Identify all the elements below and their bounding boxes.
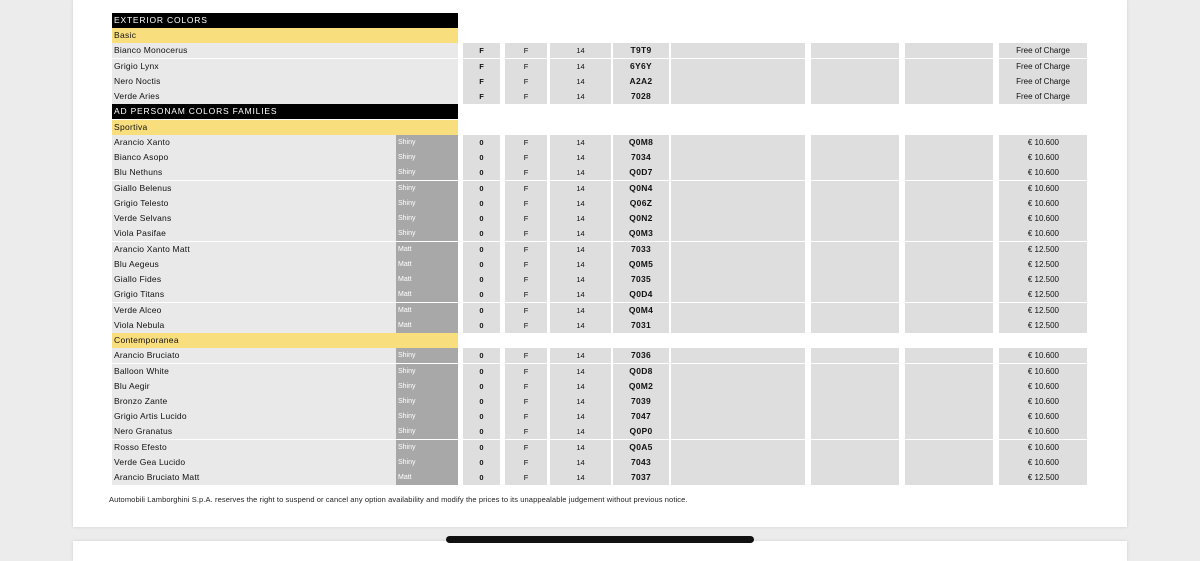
color-name: Bronzo Zante — [112, 394, 396, 409]
color-name: Viola Nebula — [112, 318, 396, 333]
empty-cell — [905, 211, 993, 226]
empty-cell — [671, 43, 805, 58]
empty-cell — [905, 318, 993, 333]
finish-badge: Shiny — [396, 440, 458, 455]
availability-cell: 0 — [463, 318, 500, 333]
color-name: Grigio Titans — [112, 287, 396, 302]
empty-cell — [671, 424, 805, 439]
color-code: 7031 — [613, 318, 669, 333]
empty-cell — [905, 89, 993, 104]
model-year-cell: 14 — [550, 226, 611, 241]
finish-badge: Shiny — [396, 348, 458, 363]
color-code: 7047 — [613, 409, 669, 424]
availability-cell: F — [505, 196, 547, 211]
color-name: Blu Aegir — [112, 379, 396, 394]
price-cell: € 10.600 — [999, 409, 1087, 424]
color-name: Giallo Belenus — [112, 181, 396, 196]
color-code: A2A2 — [613, 74, 669, 89]
color-code: 7035 — [613, 272, 669, 287]
empty-cell — [905, 196, 993, 211]
empty-cell — [905, 181, 993, 196]
empty-cell — [671, 440, 805, 455]
empty-cell — [671, 150, 805, 165]
price-cell: € 10.600 — [999, 364, 1087, 379]
color-code: Q0M5 — [613, 257, 669, 272]
price-cell: € 10.600 — [999, 394, 1087, 409]
empty-cell — [811, 394, 899, 409]
availability-cell: F — [505, 181, 547, 196]
empty-cell — [671, 409, 805, 424]
empty-cell — [905, 394, 993, 409]
price-cell: € 10.600 — [999, 196, 1087, 211]
model-year-cell: 14 — [550, 135, 611, 150]
empty-cell — [811, 242, 899, 257]
empty-cell — [905, 409, 993, 424]
empty-cell — [811, 196, 899, 211]
availability-cell: 0 — [463, 379, 500, 394]
empty-cell — [671, 379, 805, 394]
model-year-cell: 14 — [550, 348, 611, 363]
empty-cell — [905, 287, 993, 302]
empty-cell — [905, 74, 993, 89]
availability-cell: 0 — [463, 455, 500, 470]
color-code: 7039 — [613, 394, 669, 409]
availability-cell: F — [505, 135, 547, 150]
empty-cell — [671, 348, 805, 363]
empty-cell — [671, 455, 805, 470]
group-label: Basic — [112, 28, 458, 43]
price-cell: € 10.600 — [999, 135, 1087, 150]
empty-cell — [811, 165, 899, 180]
empty-cell — [905, 165, 993, 180]
color-name: Arancio Bruciato Matt — [112, 470, 396, 485]
color-code: 7043 — [613, 455, 669, 470]
model-year-cell: 14 — [550, 74, 611, 89]
empty-cell — [811, 318, 899, 333]
empty-cell — [671, 394, 805, 409]
empty-cell — [905, 379, 993, 394]
empty-cell — [671, 364, 805, 379]
price-cell: Free of Charge — [999, 74, 1087, 89]
empty-cell — [811, 303, 899, 318]
availability-cell: 0 — [463, 272, 500, 287]
model-year-cell: 14 — [550, 470, 611, 485]
empty-cell — [811, 440, 899, 455]
price-cell: Free of Charge — [999, 43, 1087, 58]
availability-cell: F — [505, 287, 547, 302]
availability-cell: 0 — [463, 470, 500, 485]
availability-cell: F — [505, 59, 547, 74]
availability-cell: 0 — [463, 242, 500, 257]
empty-cell — [671, 242, 805, 257]
empty-cell — [811, 211, 899, 226]
color-name: Nero Noctis — [112, 74, 458, 89]
color-code: Q0D7 — [613, 165, 669, 180]
footnote: Automobili Lamborghini S.p.A. reserves the right to suspend or cancel any option availability and modify the prices to its unappealable judgement without previous notice. — [109, 495, 688, 504]
color-code: Q0M4 — [613, 303, 669, 318]
price-cell: € 10.600 — [999, 211, 1087, 226]
price-cell: € 10.600 — [999, 440, 1087, 455]
color-code: Q0A5 — [613, 440, 669, 455]
empty-cell — [811, 226, 899, 241]
empty-cell — [671, 74, 805, 89]
empty-cell — [811, 89, 899, 104]
availability-cell: F — [463, 74, 500, 89]
model-year-cell: 14 — [550, 440, 611, 455]
empty-cell — [811, 470, 899, 485]
color-name: Arancio Bruciato — [112, 348, 396, 363]
empty-cell — [811, 272, 899, 287]
empty-cell — [671, 211, 805, 226]
availability-cell: F — [505, 150, 547, 165]
empty-cell — [811, 409, 899, 424]
empty-cell — [811, 181, 899, 196]
empty-cell — [905, 470, 993, 485]
empty-cell — [671, 272, 805, 287]
model-year-cell: 14 — [550, 424, 611, 439]
color-name: Blu Aegeus — [112, 257, 396, 272]
model-year-cell: 14 — [550, 89, 611, 104]
finish-badge: Shiny — [396, 150, 458, 165]
price-cell: € 10.600 — [999, 150, 1087, 165]
empty-cell — [811, 455, 899, 470]
empty-cell — [905, 257, 993, 272]
finish-badge: Matt — [396, 272, 458, 287]
empty-cell — [671, 318, 805, 333]
price-cell: € 12.500 — [999, 287, 1087, 302]
model-year-cell: 14 — [550, 196, 611, 211]
empty-cell — [671, 470, 805, 485]
color-code: Q0N2 — [613, 211, 669, 226]
availability-cell: 0 — [463, 287, 500, 302]
color-name: Grigio Telesto — [112, 196, 396, 211]
color-code: Q06Z — [613, 196, 669, 211]
empty-cell — [811, 135, 899, 150]
empty-cell — [811, 43, 899, 58]
price-cell: € 10.600 — [999, 424, 1087, 439]
availability-cell: F — [505, 165, 547, 180]
availability-cell: F — [505, 379, 547, 394]
model-year-cell: 14 — [550, 59, 611, 74]
availability-cell: F — [505, 257, 547, 272]
price-cell: € 10.600 — [999, 348, 1087, 363]
availability-cell: F — [505, 470, 547, 485]
finish-badge: Shiny — [396, 181, 458, 196]
availability-cell: F — [505, 272, 547, 287]
section-header: AD PERSONAM COLORS FAMILIES — [112, 104, 458, 119]
finish-badge: Shiny — [396, 165, 458, 180]
empty-cell — [671, 226, 805, 241]
model-year-cell: 14 — [550, 257, 611, 272]
finish-badge: Matt — [396, 318, 458, 333]
empty-cell — [811, 74, 899, 89]
finish-badge: Matt — [396, 303, 458, 318]
empty-cell — [671, 196, 805, 211]
finish-badge: Shiny — [396, 394, 458, 409]
color-name: Arancio Xanto — [112, 135, 396, 150]
availability-cell: 0 — [463, 409, 500, 424]
model-year-cell: 14 — [550, 272, 611, 287]
empty-cell — [905, 348, 993, 363]
color-code: T9T9 — [613, 43, 669, 58]
model-year-cell: 14 — [550, 303, 611, 318]
color-name: Bianco Asopo — [112, 150, 396, 165]
finish-badge: Shiny — [396, 135, 458, 150]
availability-cell: F — [505, 74, 547, 89]
color-name: Giallo Fides — [112, 272, 396, 287]
color-code: 7036 — [613, 348, 669, 363]
empty-cell — [811, 287, 899, 302]
color-name: Grigio Artis Lucido — [112, 409, 396, 424]
model-year-cell: 14 — [550, 318, 611, 333]
availability-cell: 0 — [463, 135, 500, 150]
availability-cell: 0 — [463, 303, 500, 318]
empty-cell — [905, 440, 993, 455]
color-name: Nero Granatus — [112, 424, 396, 439]
color-code: Q0P0 — [613, 424, 669, 439]
empty-cell — [905, 150, 993, 165]
model-year-cell: 14 — [550, 211, 611, 226]
empty-cell — [671, 303, 805, 318]
availability-cell: F — [505, 318, 547, 333]
color-code: Q0M3 — [613, 226, 669, 241]
finish-badge: Shiny — [396, 379, 458, 394]
availability-cell: 0 — [463, 196, 500, 211]
finish-badge: Shiny — [396, 409, 458, 424]
finish-badge: Matt — [396, 257, 458, 272]
color-code: 6Y6Y — [613, 59, 669, 74]
finish-badge: Shiny — [396, 226, 458, 241]
model-year-cell: 14 — [550, 455, 611, 470]
color-name: Verde Aries — [112, 89, 458, 104]
availability-cell: 0 — [463, 348, 500, 363]
empty-cell — [811, 150, 899, 165]
color-code: 7033 — [613, 242, 669, 257]
price-cell: Free of Charge — [999, 89, 1087, 104]
availability-cell: F — [505, 364, 547, 379]
finish-badge: Shiny — [396, 211, 458, 226]
empty-cell — [671, 135, 805, 150]
color-code: Q0D8 — [613, 364, 669, 379]
home-indicator[interactable] — [446, 536, 754, 543]
availability-cell: 0 — [463, 364, 500, 379]
empty-cell — [905, 424, 993, 439]
empty-cell — [811, 348, 899, 363]
availability-cell: F — [463, 43, 500, 58]
empty-cell — [905, 59, 993, 74]
empty-cell — [811, 364, 899, 379]
availability-cell: F — [505, 348, 547, 363]
availability-cell: 0 — [463, 257, 500, 272]
color-name: Viola Pasifae — [112, 226, 396, 241]
availability-cell: F — [505, 409, 547, 424]
color-name: Rosso Efesto — [112, 440, 396, 455]
availability-cell: 0 — [463, 150, 500, 165]
empty-cell — [671, 165, 805, 180]
empty-cell — [811, 59, 899, 74]
availability-cell: F — [505, 211, 547, 226]
price-cell: € 12.500 — [999, 303, 1087, 318]
color-code: 7028 — [613, 89, 669, 104]
availability-cell: F — [505, 303, 547, 318]
empty-cell — [671, 287, 805, 302]
finish-badge: Shiny — [396, 196, 458, 211]
empty-cell — [905, 135, 993, 150]
model-year-cell: 14 — [550, 150, 611, 165]
finish-badge: Matt — [396, 242, 458, 257]
color-code: 7034 — [613, 150, 669, 165]
empty-cell — [671, 89, 805, 104]
model-year-cell: 14 — [550, 287, 611, 302]
color-name: Grigio Lynx — [112, 59, 458, 74]
price-cell: € 10.600 — [999, 226, 1087, 241]
price-cell: Free of Charge — [999, 59, 1087, 74]
availability-cell: 0 — [463, 440, 500, 455]
color-name: Blu Nethuns — [112, 165, 396, 180]
color-code: Q0N4 — [613, 181, 669, 196]
price-cell: € 10.600 — [999, 181, 1087, 196]
empty-cell — [811, 257, 899, 272]
model-year-cell: 14 — [550, 379, 611, 394]
color-name: Arancio Xanto Matt — [112, 242, 396, 257]
finish-badge: Shiny — [396, 455, 458, 470]
group-label: Contemporanea — [112, 333, 458, 348]
availability-cell: 0 — [463, 226, 500, 241]
model-year-cell: 14 — [550, 409, 611, 424]
model-year-cell: 14 — [550, 364, 611, 379]
color-name: Balloon White — [112, 364, 396, 379]
availability-cell: F — [505, 440, 547, 455]
section-header: EXTERIOR COLORS — [112, 13, 458, 28]
empty-cell — [671, 181, 805, 196]
availability-cell: 0 — [463, 424, 500, 439]
color-code: Q0M2 — [613, 379, 669, 394]
availability-cell: F — [463, 89, 500, 104]
availability-cell: 0 — [463, 211, 500, 226]
model-year-cell: 14 — [550, 43, 611, 58]
finish-badge: Shiny — [396, 364, 458, 379]
group-label: Sportiva — [112, 120, 458, 135]
empty-cell — [905, 272, 993, 287]
price-cell: € 10.600 — [999, 455, 1087, 470]
color-name: Verde Selvans — [112, 211, 396, 226]
price-cell: € 12.500 — [999, 272, 1087, 287]
empty-cell — [671, 257, 805, 272]
color-name: Bianco Monocerus — [112, 43, 458, 58]
empty-cell — [905, 242, 993, 257]
model-year-cell: 14 — [550, 181, 611, 196]
price-cell: € 10.600 — [999, 165, 1087, 180]
model-year-cell: 14 — [550, 165, 611, 180]
price-cell: € 12.500 — [999, 257, 1087, 272]
color-name: Verde Gea Lucido — [112, 455, 396, 470]
color-code: 7037 — [613, 470, 669, 485]
availability-cell: F — [505, 394, 547, 409]
model-year-cell: 14 — [550, 242, 611, 257]
next-page — [73, 541, 1127, 561]
availability-cell: F — [505, 424, 547, 439]
price-cell: € 12.500 — [999, 242, 1087, 257]
color-name: Verde Alceo — [112, 303, 396, 318]
color-code: Q0D4 — [613, 287, 669, 302]
availability-cell: F — [505, 455, 547, 470]
empty-cell — [905, 364, 993, 379]
model-year-cell: 14 — [550, 394, 611, 409]
availability-cell: F — [505, 242, 547, 257]
availability-cell: F — [505, 89, 547, 104]
empty-cell — [811, 379, 899, 394]
availability-cell: F — [505, 43, 547, 58]
price-cell: € 10.600 — [999, 379, 1087, 394]
availability-cell: F — [463, 59, 500, 74]
empty-cell — [905, 303, 993, 318]
empty-cell — [905, 455, 993, 470]
availability-cell: 0 — [463, 181, 500, 196]
empty-cell — [905, 226, 993, 241]
empty-cell — [905, 43, 993, 58]
finish-badge: Matt — [396, 287, 458, 302]
empty-cell — [671, 59, 805, 74]
availability-cell: 0 — [463, 394, 500, 409]
price-cell: € 12.500 — [999, 470, 1087, 485]
finish-badge: Matt — [396, 470, 458, 485]
price-cell: € 12.500 — [999, 318, 1087, 333]
availability-cell: 0 — [463, 165, 500, 180]
empty-cell — [811, 424, 899, 439]
color-code: Q0M8 — [613, 135, 669, 150]
availability-cell: F — [505, 226, 547, 241]
finish-badge: Shiny — [396, 424, 458, 439]
